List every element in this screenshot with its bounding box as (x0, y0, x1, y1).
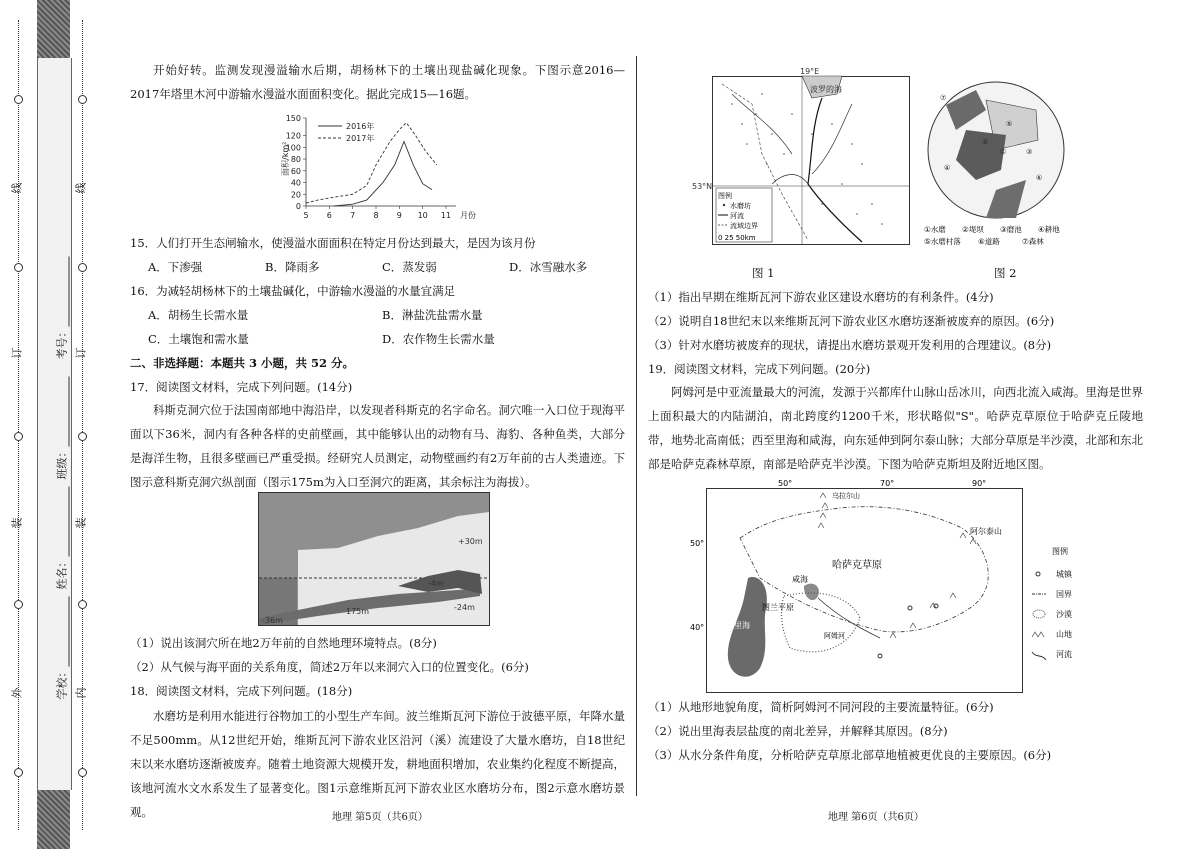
y-tick-label: 150 (285, 114, 301, 123)
school-label: 学校： (55, 666, 69, 700)
map1-latitude: 53°N (692, 182, 713, 191)
vistula-map (692, 64, 912, 248)
legend-label: 2017年 (346, 134, 375, 143)
map1-legend-river: 河流 (730, 212, 744, 220)
q17-material: 科斯克洞穴位于法国南部地中海沿岸，以发现者科斯克的名字命名。洞穴唯一入口位于现海平面以下36米，洞内有各种各样的史前壁画，其中能够认出的动物有马、海豹、各种鱼类，大部分是海洋生物，且很多壁画已严重受损。经研究人员测定，动物壁画约有2万年前的古人类遗迹。下图示意科斯克洞穴纵剖面（图示175m为入口至洞穴的距离，其余标注为海拔）。 (130, 403, 625, 489)
cave-label-minus36: -36m (262, 616, 283, 625)
figure-1-caption: 图 1 (752, 266, 775, 280)
svg-text:③: ③ (1026, 148, 1033, 156)
x-axis-label: 月份 (460, 211, 476, 220)
q16-option-c: C．土壤饱和需水量 (148, 332, 249, 346)
q16-option-a: A．胡杨生长需水量 (148, 308, 249, 322)
intro-text: 开始好转。监测发现漫溢输水后期，胡杨林下的土壤出现盐碱化现象。下图示意2016—2017年塔里木河中游输水漫溢水面面积变化。据此完成15—16题。 (130, 63, 625, 101)
map1-longitude: 19°E (800, 67, 820, 76)
q19-material: 阿姆河是中亚流量最大的河流，发源于兴都库什山脉山岳冰川，向西北流入咸海。里海是世界上面积最大的内陆湖泊，南北跨度约1200千米，形状略似"S"。哈萨克草原位于哈萨克丘陵地带，地势北高南低；西至里海和咸海，向东延伸到阿尔泰山脉；大部分草原是半沙漠，北部和东北部是哈萨克森林草原，南部是哈萨克半沙漠。下图为哈萨克斯坦及附近地区图。 (648, 385, 1143, 471)
binding-label: 订 (10, 347, 24, 359)
cave-label-175m: 175m (346, 607, 370, 616)
svg-text:⑥: ⑥ (1036, 174, 1043, 182)
x-tick-label: 6 (326, 211, 332, 220)
section-2-heading: 二、非选择题：本题共 3 小题，共 52 分。 (130, 356, 355, 370)
map1-legend-boundary: 流域边界 (730, 222, 758, 230)
x-tick-label: 10 (417, 211, 428, 220)
x-tick-label: 7 (350, 211, 356, 220)
question-15: 15．人们打开生态闸输水，使漫溢水面面积在特定月份达到最大，是因为该月份 (130, 236, 536, 250)
map2-legend-1: ①水磨 (924, 225, 946, 234)
map2-legend-3: ③磨池 (1000, 225, 1022, 234)
class-field[interactable] (54, 377, 70, 480)
map1-sea-label: 波罗的海 (810, 85, 842, 94)
question-17-2: （2）从气候与海平面的关系角度，简述2万年以来洞穴入口的位置变化。(6分) (130, 660, 529, 674)
legend-label: 2016年 (346, 122, 375, 131)
map1-legend-mill: 水磨坊 (730, 202, 751, 210)
map3-lat-50: 50° (690, 539, 705, 548)
turan-plain-label: 图兰平原 (762, 603, 794, 612)
name-label: 姓名： (55, 556, 69, 590)
page-6-footer: 地理 第6页（共6页） (828, 812, 924, 823)
cave-label-minus24: -24m (454, 603, 475, 612)
school-field[interactable] (54, 597, 70, 700)
aral-sea-label: 咸海 (792, 575, 808, 584)
y-tick-label: 100 (285, 143, 301, 153)
cave-profile-figure (258, 492, 490, 626)
altai-label: 阿尔泰山 (970, 527, 1002, 536)
svg-text:⑦: ⑦ (940, 94, 947, 102)
map3-lon-50: 50° (778, 479, 793, 488)
question-19-1: （1）从地形地貌角度，简析阿姆河不同河段的主要流量特征。(6分) (648, 700, 994, 714)
y-tick-label: 120 (285, 131, 301, 141)
map3-legend-border: 国界 (1056, 590, 1072, 599)
page-5-footer: 地理 第5页（共6页） (332, 812, 428, 823)
binding-label: 线 (74, 182, 88, 194)
q15-option-d: D．冰雪融水多 (509, 260, 588, 274)
y-tick-label: 40 (290, 178, 301, 188)
cave-label-minus4: -4m (428, 579, 444, 588)
caspian-sea-label: 里海 (734, 621, 750, 630)
svg-text:⑤: ⑤ (1006, 120, 1013, 128)
map3-lon-90: 90° (972, 479, 987, 488)
figure-2-caption: 图 2 (994, 266, 1017, 280)
x-tick-label: 9 (396, 211, 402, 220)
svg-text:④: ④ (944, 164, 951, 172)
exam-number-field[interactable] (54, 257, 70, 360)
binding-hole (14, 95, 23, 104)
y-tick-label: 60 (290, 166, 301, 176)
map3-legend-town: 城镇 (1056, 570, 1072, 579)
binding-hole (78, 95, 87, 104)
class-label: 班级： (55, 446, 69, 480)
map3-legend-mountain: 山地 (1056, 630, 1072, 639)
question-19-2: （2）说出里海表层盐度的南北差异，并解释其原因。(8分) (648, 724, 948, 738)
y-tick-label: 80 (290, 155, 301, 165)
exam-number-label: 考号： (55, 326, 69, 360)
question-18-1: （1）指出早期在维斯瓦河下游农业区建设水磨坊的有利条件。(4分) (648, 290, 994, 304)
binding-strip (0, 0, 120, 849)
cave-label-plus30: +30m (458, 537, 483, 546)
name-field[interactable] (54, 487, 70, 590)
q15-option-a: A．下渗强 (148, 260, 203, 274)
kazakhstan-map (690, 478, 1095, 696)
question-17: 17．阅读图文材料，完成下列问题。(14分) (130, 380, 353, 394)
question-18: 18．阅读图文材料，完成下列问题。(18分) (130, 684, 353, 698)
question-18-3: （3）针对水磨坊被废弃的现状，请提出水磨坊景观开发利用的合理建议。(8分) (648, 338, 1052, 352)
binding-hatch-top (37, 0, 70, 58)
outer-dotted-line (18, 20, 19, 830)
map3-legend-title: 图例 (1052, 547, 1068, 556)
x-tick-label: 11 (440, 211, 452, 220)
question-18-2: （2）说明自18世纪末以来维斯瓦河下游农业区水磨坊逐渐被废弃的原因。(6分) (648, 314, 1055, 328)
area-chart (280, 112, 480, 224)
binding-hole (14, 768, 23, 777)
amu-darya-label: 阿姆河 (824, 632, 845, 640)
map2-legend-6: ⑥道路 (978, 237, 1000, 246)
q18-material: 水磨坊是利用水能进行谷物加工的小型生产车间。波兰维斯瓦河下游位于波德平原，年降水量不足500mm。从12世纪开始，维斯瓦河下游农业区沿河（溪）流建设了大量水磨坊，自18世纪末以来水磨坊逐渐被废弃。随着土地资源大规模开发，耕地面积增加，农业集约化程度不断提高，该地河流水文水系发生了显著变化。图1示意维斯瓦河下游农业区水磨坊分布，图2示意水磨坊景观。 (130, 709, 625, 819)
map2-legend-5: ⑤水磨村落 (924, 237, 961, 246)
map3-legend-river: 河流 (1056, 650, 1072, 659)
y-axis-label: 面积/km² (281, 141, 290, 176)
question-19: 19．阅读图文材料，完成下列问题。(20分) (648, 362, 871, 376)
binding-label: 内 (74, 687, 88, 699)
question-19-3: （3）从水分条件角度，分析哈萨克草原北部草地植被更优良的主要原因。(6分) (648, 748, 1052, 762)
binding-label: 外 (10, 687, 24, 699)
binding-hatch-bottom (37, 790, 70, 849)
y-tick-label: 20 (290, 190, 301, 200)
kazakh-steppe-label: 哈萨克草原 (832, 560, 882, 571)
page-divider (636, 56, 637, 796)
q15-option-b: B．降雨多 (265, 260, 320, 274)
question-16: 16．为减轻胡杨林下的土壤盐碱化，中游输水漫溢的水量宜满足 (130, 284, 456, 298)
binding-label: 订 (74, 347, 88, 359)
ural-label: 乌拉尔山 (832, 492, 860, 500)
binding-hole (14, 600, 23, 609)
map2-legend-4: ④耕地 (1038, 225, 1060, 234)
binding-hole (14, 263, 23, 272)
inner-dotted-line (82, 20, 83, 830)
binding-label: 线 (10, 182, 24, 194)
svg-text:①: ① (1000, 148, 1007, 156)
binding-hole (14, 432, 23, 441)
y-tick-label: 0 (295, 202, 301, 211)
binding-hole (78, 768, 87, 777)
q16-option-b: B．淋盐洗盐需水量 (382, 308, 483, 322)
binding-hole (78, 432, 87, 441)
binding-hole (78, 263, 87, 272)
q15-option-c: C．蒸发弱 (382, 260, 437, 274)
question-17-1: （1）说出该洞穴所在地2万年前的自然地理环境特点。(8分) (130, 636, 437, 650)
binding-label: 装 (10, 517, 24, 529)
map2-legend-2: ②堤坝 (962, 225, 984, 234)
map2-legend-7: ⑦森林 (1022, 237, 1044, 246)
map3-lat-40: 40° (690, 623, 705, 632)
binding-hole (78, 600, 87, 609)
map3-lon-70: 70° (880, 479, 895, 488)
map1-legend-title: 图例 (718, 192, 732, 200)
x-tick-label: 8 (373, 211, 379, 220)
binding-label: 装 (74, 517, 88, 529)
q16-option-d: D．农作物生长需水量 (382, 332, 495, 346)
mill-landscape-figure (926, 70, 1086, 248)
series-line-1 (334, 142, 432, 207)
x-tick-label: 5 (303, 211, 309, 220)
map3-legend-desert: 沙漠 (1056, 610, 1072, 619)
svg-text:②: ② (982, 138, 989, 146)
map1-scale: 0 25 50km (718, 234, 756, 242)
